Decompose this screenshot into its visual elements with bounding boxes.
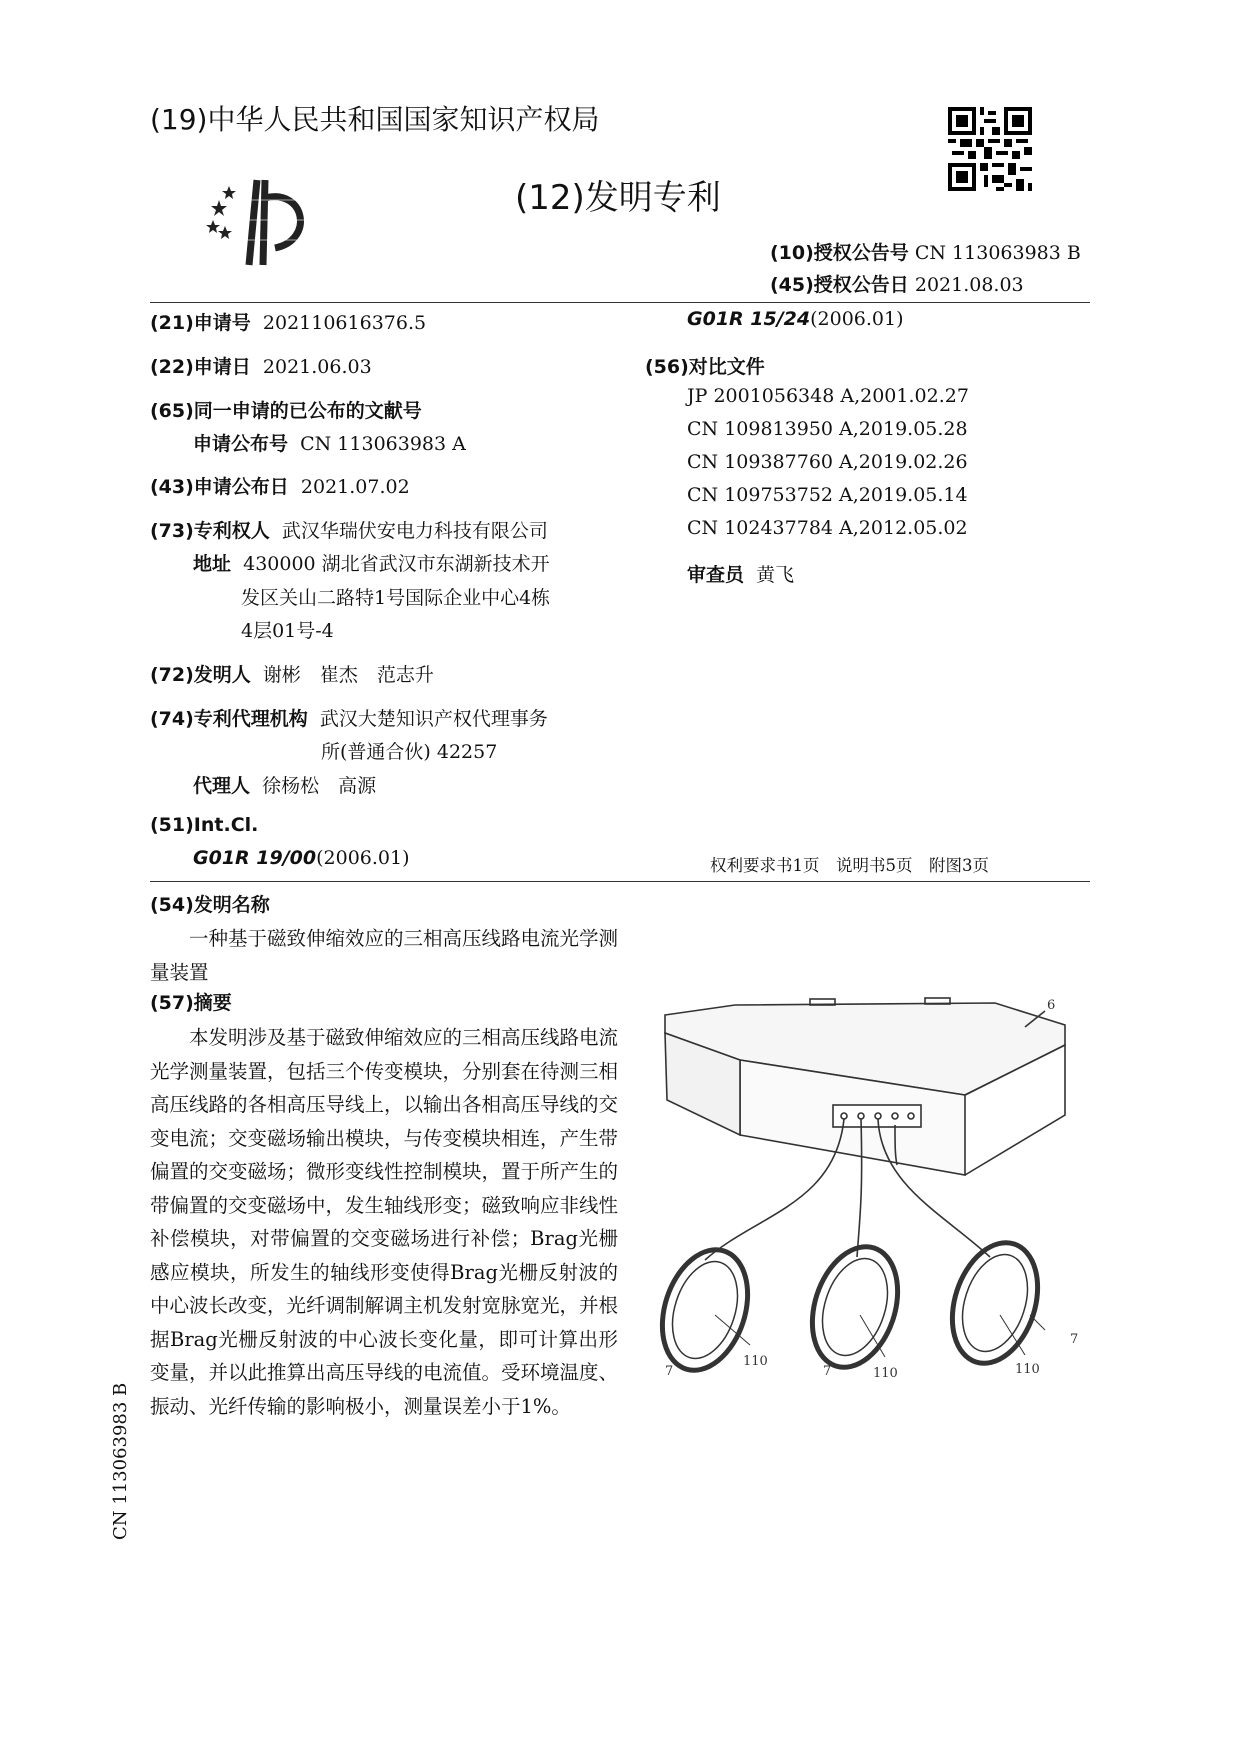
patentee-row (150, 516, 548, 543)
classification-code: G01R 15/24 (687, 308, 811, 330)
header-divider (150, 302, 1090, 303)
grant-number: CN 113063983 B (914, 242, 1081, 264)
reference-item: JP 2001056348 A,2001.02.27 (687, 385, 969, 407)
examiner-label: 审查员 (687, 564, 745, 586)
figure-label: 110 (743, 1354, 768, 1369)
publication-date-label: (43)申请公布日 (150, 476, 289, 498)
cnipa-logo-icon (205, 170, 323, 270)
application-date-row (150, 352, 372, 379)
inventors-row (150, 660, 434, 687)
application-number-row (150, 308, 426, 335)
side-publication-number: CN 113063983 B (110, 1382, 131, 1540)
int-cl-row (193, 847, 410, 869)
reference-item: CN 109387760 A,2019.02.26 (687, 451, 968, 473)
inventors: 谢彬 崔杰 范志升 (262, 664, 434, 686)
prior-publication-label: (65)同一申请的已公布的文献号 (150, 400, 422, 422)
figure-label: 7 (665, 1364, 674, 1379)
application-number-label: (21)申请号 (150, 312, 251, 334)
office-name: (19)中华人民共和国国家知识产权局 (150, 103, 600, 136)
int-cl-code: G01R 19/00 (193, 847, 317, 869)
address-line-3: 4层01号-4 (241, 620, 334, 642)
abstract-figure (645, 985, 1115, 1385)
agency-label: (74)专利代理机构 (150, 708, 308, 730)
address-row (193, 549, 550, 576)
application-date: 2021.06.03 (262, 356, 372, 378)
document-type: (12)发明专利 (515, 178, 721, 218)
figure-label: 7 (823, 1364, 832, 1379)
section-divider (150, 881, 1090, 882)
address-line-2: 发区关山二路特1号国际企业中心4栋 (241, 587, 551, 609)
address-label: 地址 (193, 553, 232, 575)
figure-label: 6 (1047, 998, 1056, 1013)
abstract-label: (57)摘要 (150, 992, 232, 1014)
publication-date: 2021.07.02 (300, 476, 410, 498)
invention-title-label: (54)发明名称 (150, 894, 270, 916)
patentee: 武汉华瑞伏安电力科技有限公司 (281, 520, 548, 542)
grant-date-row (770, 270, 1024, 297)
classification-year: (2006.01) (810, 308, 904, 330)
references-label: (56)对比文件 (645, 356, 765, 378)
application-number: 202110616376.5 (262, 312, 427, 334)
patentee-label: (73)专利权人 (150, 520, 270, 542)
page-counts: 权利要求书1页 说明书5页 附图3页 (710, 856, 989, 875)
agency-line-1: 武汉大楚知识产权代理事务 (319, 708, 548, 730)
address-line-1: 430000 湖北省武汉市东湖新技术开 (243, 553, 550, 575)
application-date-label: (22)申请日 (150, 356, 251, 378)
reference-item: CN 109813950 A,2019.05.28 (687, 418, 968, 440)
publication-number: CN 113063983 A (300, 433, 466, 455)
grant-number-row (770, 238, 1081, 265)
publication-number-label: 申请公布号 (193, 433, 289, 455)
figure-label: 110 (873, 1366, 898, 1381)
grant-number-label: (10)授权公告号 (770, 242, 909, 264)
reference-item: CN 102437784 A,2012.05.02 (687, 517, 968, 539)
reference-item: CN 109753752 A,2019.05.14 (687, 484, 968, 506)
figure-label: 110 (1015, 1362, 1040, 1377)
int-cl-label: (51)Int.Cl. (150, 814, 259, 836)
qr-code-icon (948, 107, 1032, 191)
abstract-text: 本发明涉及基于磁致伸缩效应的三相高压线路电流光学测量装置，包括三个传变模块，分别套在待测三相高压线路的各相高压导线上，以输出各相高压导线的交变电流；交变磁场输出模块，与传变模块相连，产生带偏置的交变磁场；微形变线性控制模块，置于所产生的带偏置的交变磁场中，发生轴线形变；磁致响应非线性补偿模块，对带偏置的交变磁场进行补偿；Brag光栅感应模块，所发生的轴线形变使得Brag光栅反射波的中心波长改变，光纤调制解调主机发射宽脉宽光，并根据Brag光栅反射波的中心波长变化量，即可计算出形变量，并以此推算出高压导线的电流值。受环境温度、振动、光纤传输的影响极小，测量误差小于1%。 (150, 1026, 619, 1418)
grant-date: 2021.08.03 (914, 274, 1024, 296)
agency-row (150, 704, 548, 731)
invention-title: 一种基于磁致伸缩效应的三相高压线路电流光学测量装置 (150, 927, 619, 984)
examiner: 黄飞 (756, 564, 795, 586)
examiner-row (687, 560, 794, 587)
grant-date-label: (45)授权公告日 (770, 274, 909, 296)
figure-label: 7 (1070, 1332, 1079, 1347)
int-cl-year: (2006.01) (316, 847, 410, 869)
publication-date-row (150, 472, 410, 499)
agent: 徐杨松 高源 (262, 775, 377, 797)
classification-row (687, 308, 904, 330)
agency-line-2: 所(普通合伙) 42257 (321, 741, 498, 763)
publication-number-row (193, 429, 466, 456)
inventors-label: (72)发明人 (150, 664, 251, 686)
agent-label: 代理人 (193, 775, 251, 797)
agent-row (193, 771, 376, 798)
